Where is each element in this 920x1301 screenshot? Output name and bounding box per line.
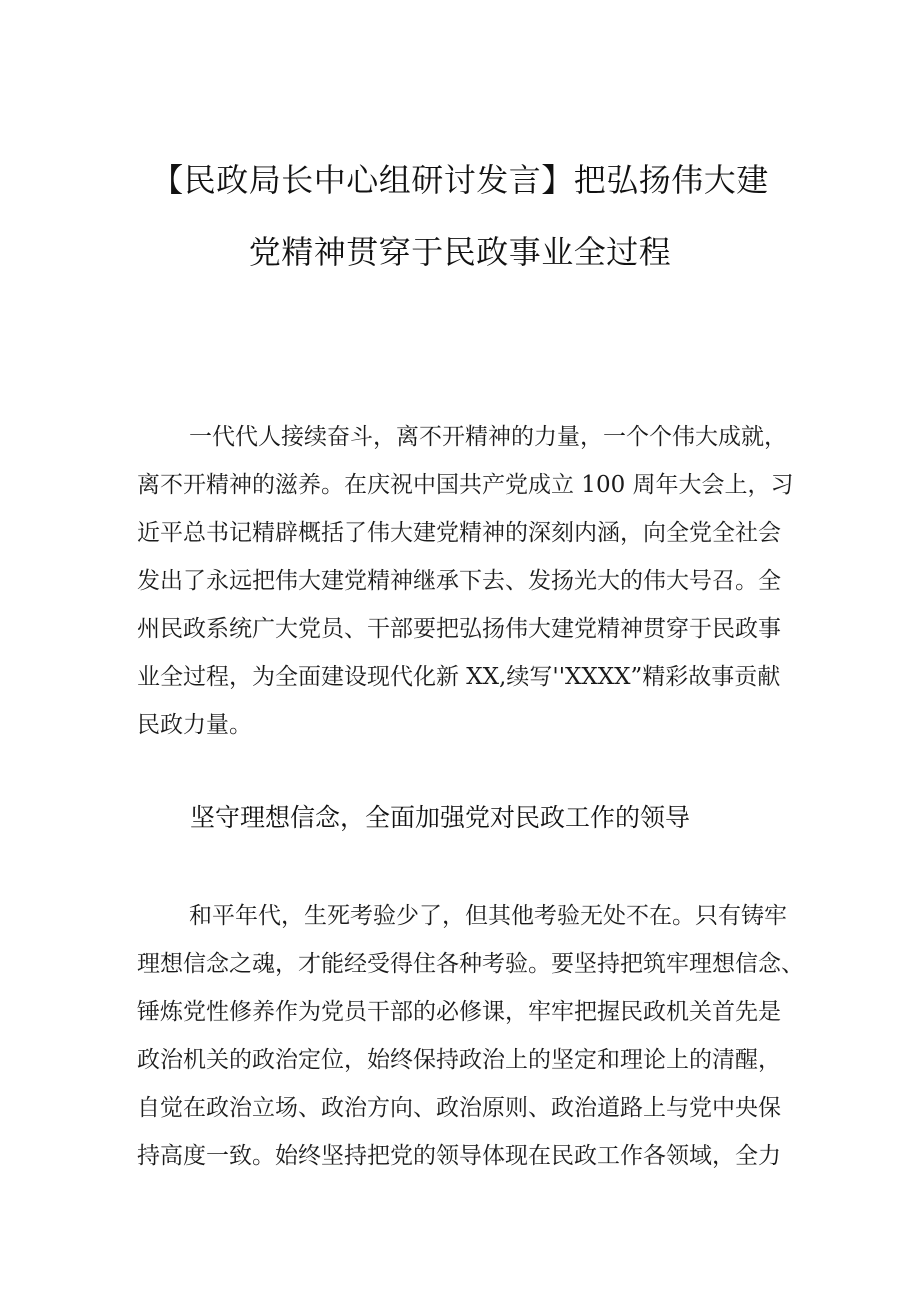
paragraph-2-line-6: 持高度一致。始终坚持把党的领导体现在民政工作各领域，全力 [137, 1143, 781, 1169]
section-heading: 坚守理想信念，全面加强党对民政工作的领导 [190, 803, 691, 832]
paragraph-1-line-6: 业全过程，为全面建设现代化新 XX,续写''XXXX”精彩故事贡献 [137, 664, 781, 690]
paragraph-1-line-5: 州民政系统广大党员、干部要把弘扬伟大建党精神贯穿于民政事 [137, 616, 781, 642]
paragraph-1-line-2: 离不开精神的滋养。在庆祝中国共产党成立 100 周年大会上，习 [137, 472, 794, 498]
paragraph-1-line-4: 发出了永远把伟大建党精神继承下去、发扬光大的伟大号召。全 [137, 568, 781, 594]
paragraph-2-line-1: 和平年代，生死考验少了，但其他考验无处不在。只有铸牢 [189, 903, 787, 929]
paragraph-1-line-3: 近平总书记精辟概括了伟大建党精神的深刻内涵，向全党全社会 [137, 520, 781, 546]
document-title-line-2: 党精神贯穿于民政事业全过程 [248, 233, 672, 271]
paragraph-1-line-1: 一代代人接续奋斗，离不开精神的力量，一个个伟大成就， [189, 424, 787, 450]
document-title-line-1: 【民政局长中心组研讨发言】把弘扬伟大建 [151, 161, 769, 199]
paragraph-1-line-7: 民政力量。 [137, 712, 252, 738]
paragraph-2-line-4: 政治机关的政治定位，始终保持政治上的坚定和理论上的清醒， [137, 1047, 781, 1073]
paragraph-2-line-2: 理想信念之魂，才能经受得住各种考验。要坚持把筑牢理想信念、 [137, 951, 804, 977]
paragraph-2-line-5: 自觉在政治立场、政治方向、政治原则、政治道路上与党中央保 [137, 1095, 781, 1121]
paragraph-2-line-3: 锤炼党性修养作为党员干部的必修课，牢牢把握民政机关首先是 [137, 999, 781, 1025]
